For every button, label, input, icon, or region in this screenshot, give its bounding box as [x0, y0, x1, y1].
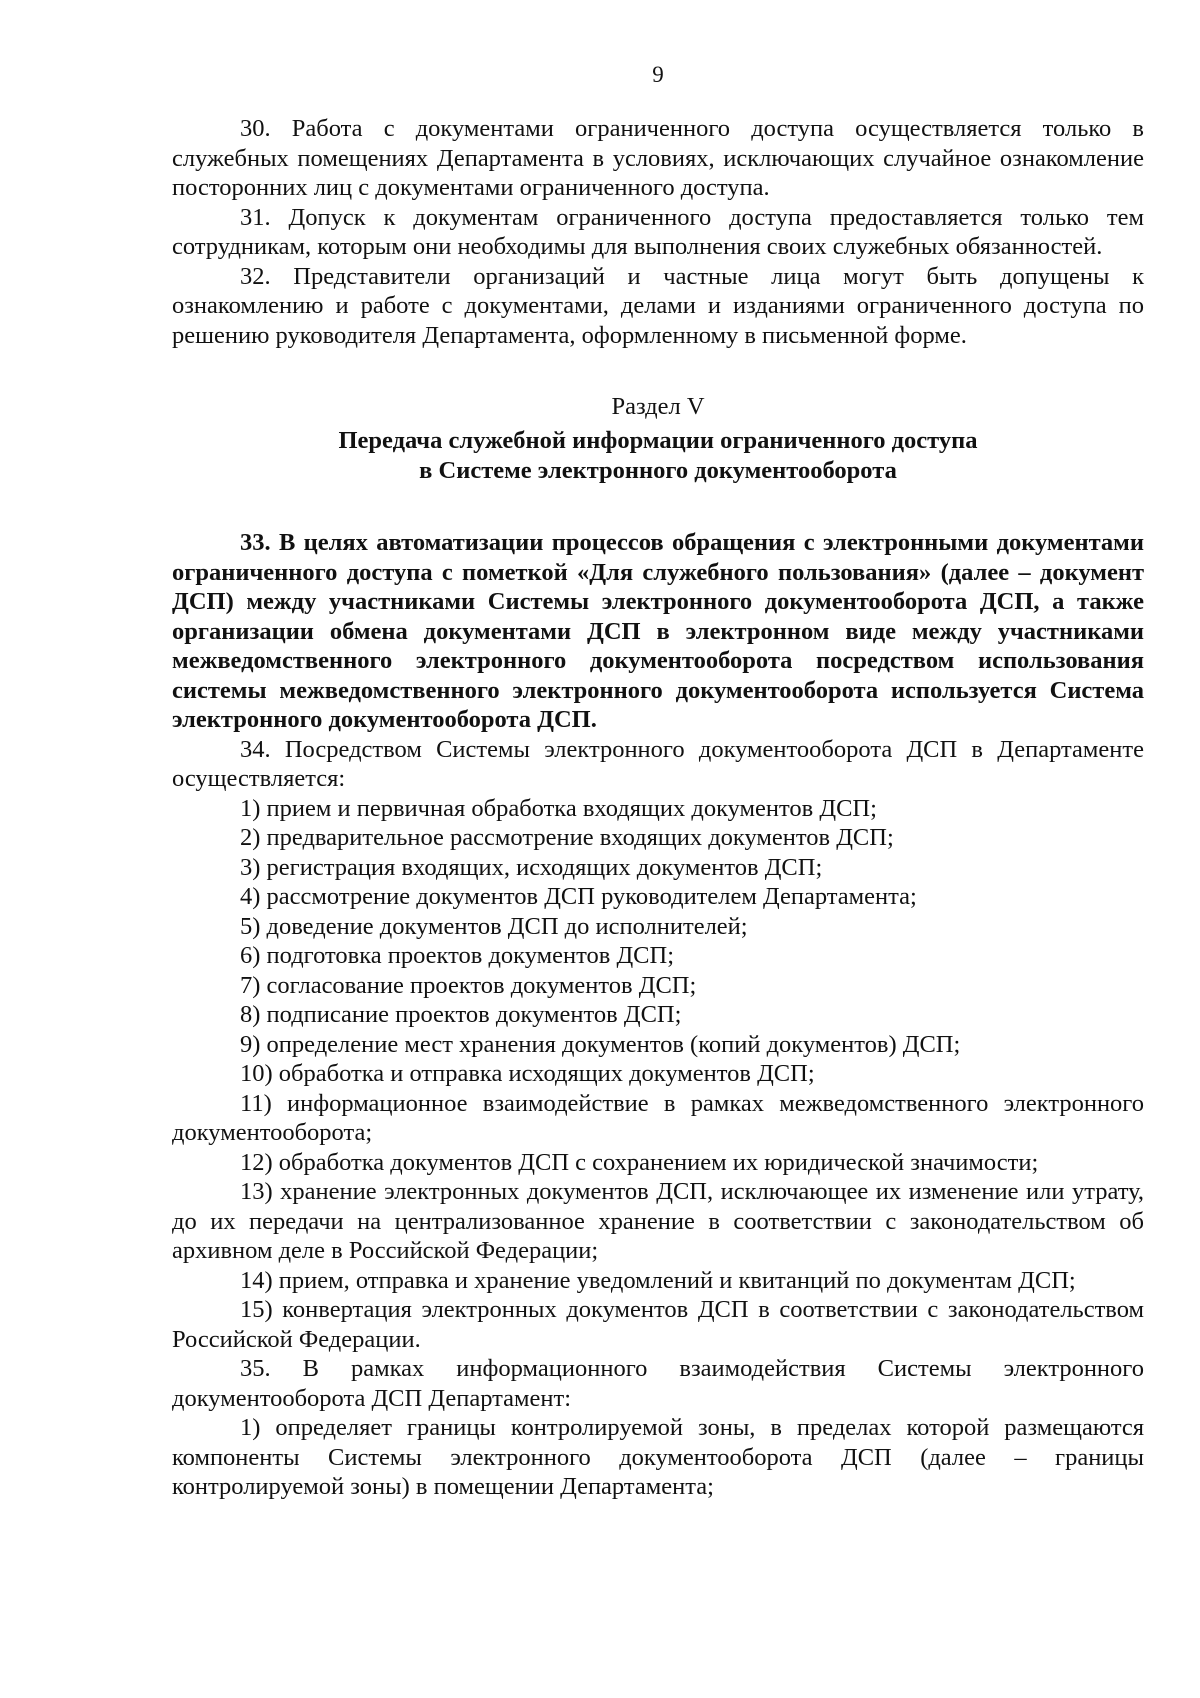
list-item-34-5: 5) доведение документов ДСП до исполнителей; — [240, 912, 748, 940]
section-label: Раздел V — [611, 393, 705, 420]
list-item-34-9: 9) определение мест хранения документов (копий документов) ДСП; — [240, 1030, 961, 1058]
section-title-line-2: в Системе электронного документооборота — [419, 457, 897, 484]
list-item-34-3: 3) регистрация входящих, исходящих документов ДСП; — [240, 853, 823, 881]
list-item-34-10: 10) обработка и отправка исходящих документов ДСП; — [240, 1060, 815, 1087]
list-item-34-8: 8) подписание проектов документов ДСП; — [240, 1001, 682, 1028]
list-item-34-7: 7) согласование проектов документов ДСП; — [240, 971, 697, 999]
paragraph-35: 35. В рамках информационного взаимодействия Системы электронного документооборота ДСП Департамент: — [172, 1355, 1144, 1412]
document-page — [172, 60, 1144, 1502]
top-paragraphs — [172, 114, 1144, 350]
section-title — [172, 426, 1144, 486]
page-number: 9 — [652, 62, 664, 87]
section-title-line-1: Передача служебной информации ограниченного доступа — [338, 427, 978, 454]
paragraph-32: 32. Представители организаций и частные лица могут быть допущены к ознакомлению и работе с документами, делами и изданиями ограниченного доступа по решению руководителя Департамента, оформленному в письменной форме. — [172, 262, 1144, 349]
list-item-34-15: 15) конвертация электронных документов ДСП в соответствии с законодательством Российской Федерации. — [172, 1296, 1144, 1353]
list-item-34-6: 6) подготовка проектов документов ДСП; — [240, 942, 675, 969]
body-paragraphs — [172, 528, 1144, 1502]
list-item-35-1: 1) определяет границы контролируемой зоны, в пределах которой размещаются компоненты Системы электронного документооборота ДСП (далее – границы контролируемой зоны) в помещении Департамента; — [172, 1414, 1144, 1500]
list-item-34-4: 4) рассмотрение документов ДСП руководителем Департамента; — [240, 883, 917, 910]
list-item-34-14: 14) прием, отправка и хранение уведомлений и квитанций по документам ДСП; — [240, 1266, 1076, 1294]
paragraph-34: 34. Посредством Системы электронного документооборота ДСП в Департаменте осуществляется: — [172, 735, 1144, 792]
paragraph-30: 30. Работа с документами ограниченного доступа осуществляется только в служебных помещениях Департамента в условиях, исключающих случайное ознакомление посторонних лиц с документами ограниченного доступа. — [172, 115, 1144, 201]
list-item-34-1: 1) прием и первичная обработка входящих документов ДСП; — [240, 794, 877, 822]
list-item-34-11: 11) информационное взаимодействие в рамках межведомственного электронного документооборота; — [172, 1089, 1144, 1146]
list-item-34-2: 2) предварительное рассмотрение входящих документов ДСП; — [240, 824, 894, 851]
list-item-34-13: 13) хранение электронных документов ДСП, исключающее их изменение или утрату, до их передачи на централизованное хранение в соответствии с законодательством об архивном деле в Российской Федерации; — [172, 1178, 1144, 1264]
paragraph-33: 33. В целях автоматизации процессов обращения с электронными документами ограниченного доступа с пометкой «Для служебного пользования» (далее – документ ДСП) между участниками Системы электронного документооборота ДСП, а также организации обмена документами ДСП в электронном виде между участниками межведомственного электронного документооборота посредством использования системы межведомственного электронного документооборота используется Система электронного документооборота ДСП. — [172, 529, 1144, 733]
paragraph-31: 31. Допуск к документам ограниченного доступа предоставляется только тем сотрудникам, которым они необходимы для выполнения своих служебных обязанностей. — [172, 203, 1144, 260]
list-item-34-12: 12) обработка документов ДСП с сохранением их юридической значимости; — [240, 1148, 1039, 1176]
